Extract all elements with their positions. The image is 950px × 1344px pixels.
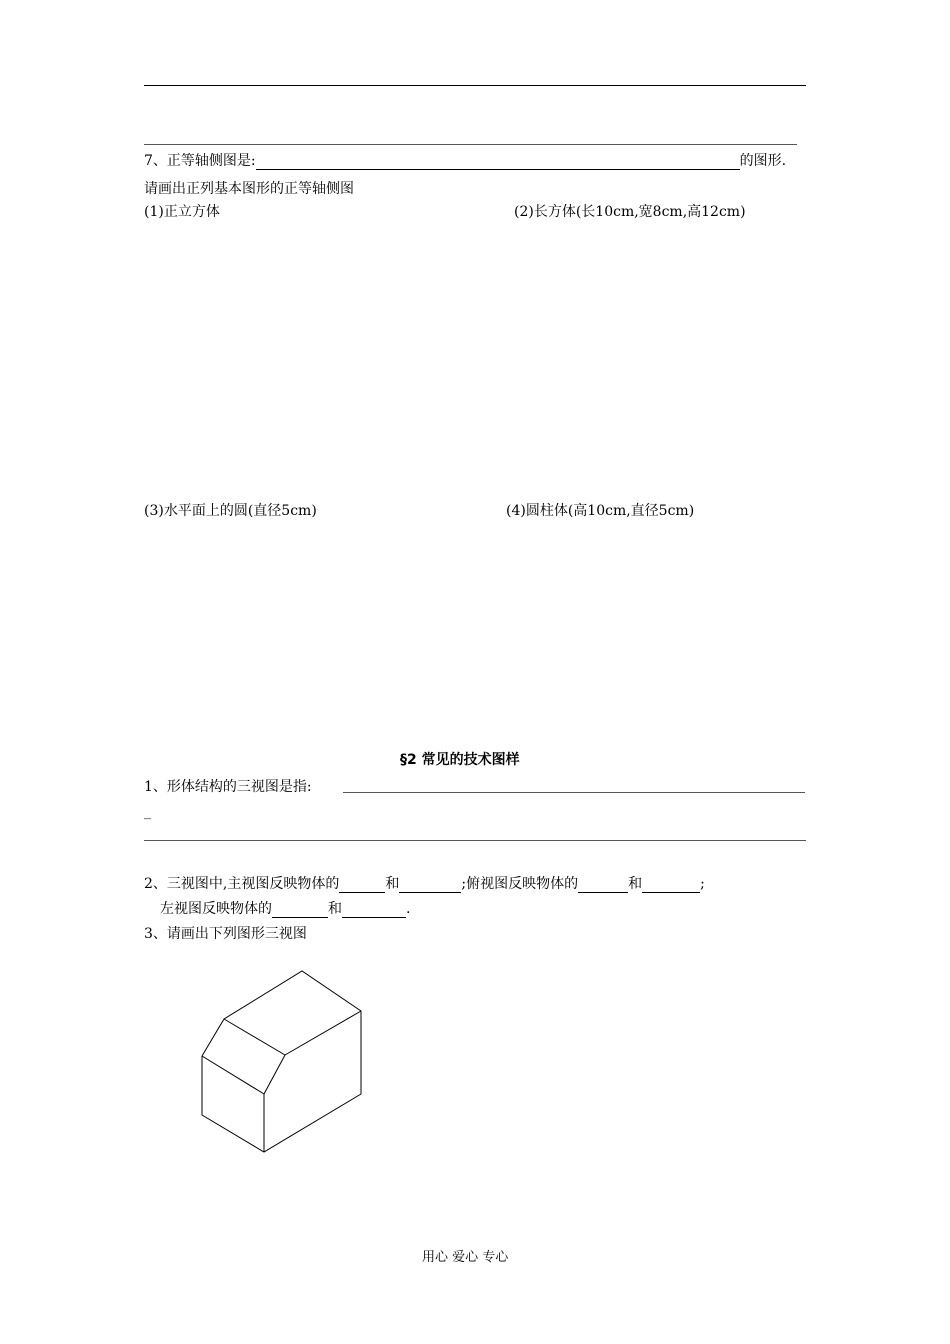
q7-item-2: (2)长方体(长10cm,宽8cm,高12cm) — [514, 204, 746, 220]
s2-q2-p6: 左视图反映物体的 — [160, 901, 272, 917]
s2-q2-p2: 和 — [385, 876, 400, 892]
q7-blank — [256, 155, 740, 170]
s2-q2-blank-3 — [578, 878, 628, 893]
s2-q2-blank-6 — [342, 903, 406, 918]
s2-q2-p8: . — [406, 901, 411, 917]
s2-q2-p1: 2、三视图中,主视图反映物体的 — [144, 876, 340, 892]
solid-edge-top-right — [285, 1011, 361, 1055]
s2-q2-blank-1 — [339, 878, 385, 893]
solid-edge-bevel-bottom — [202, 1056, 264, 1094]
q7-item-1: (1)正立方体 — [144, 204, 220, 220]
s2-q2-line1 — [144, 875, 705, 893]
s2-q2-p5: ; — [700, 876, 705, 892]
s2-q2-line2 — [160, 900, 410, 918]
q7-item-3: (3)水平面上的圆(直径5cm) — [144, 503, 317, 519]
s2-q1-text: 1、形体结构的三视图是指: — [144, 779, 312, 795]
s2-q3-text: 3、请画出下列图形三视图 — [144, 926, 307, 942]
s2-q2-p3: ;俯视图反映物体的 — [461, 876, 579, 892]
s2-q2-p7: 和 — [328, 901, 342, 917]
footer-text: 用心 爱心 专心 — [422, 1250, 509, 1265]
s2-q1-tail: _ — [144, 804, 151, 820]
header-rule — [144, 85, 806, 86]
q7-line — [144, 152, 786, 170]
solid-edge-bevel-right — [264, 1055, 285, 1094]
q7-instruction: 请画出正列基本图形的正等轴侧图 — [144, 181, 354, 197]
q7-text-after: 的图形. — [739, 153, 787, 169]
s2-q2-blank-4 — [642, 878, 700, 893]
s2-q2-p4: 和 — [628, 876, 643, 892]
isometric-solid-figure — [190, 960, 380, 1160]
s2-q2-blank-5 — [272, 903, 328, 918]
s2-q1-blank — [343, 792, 805, 793]
q7-item-4: (4)圆柱体(高10cm,直径5cm) — [506, 503, 695, 519]
answer-line-top — [144, 144, 797, 145]
section-title: §2 常见的技术图样 — [400, 752, 520, 768]
q7-text-before: 7、正等轴侧图是: — [144, 153, 256, 169]
solid-edge-top-front — [224, 1019, 285, 1055]
s2-q1-answer-line — [144, 840, 806, 841]
s2-q2-blank-2 — [399, 878, 461, 893]
